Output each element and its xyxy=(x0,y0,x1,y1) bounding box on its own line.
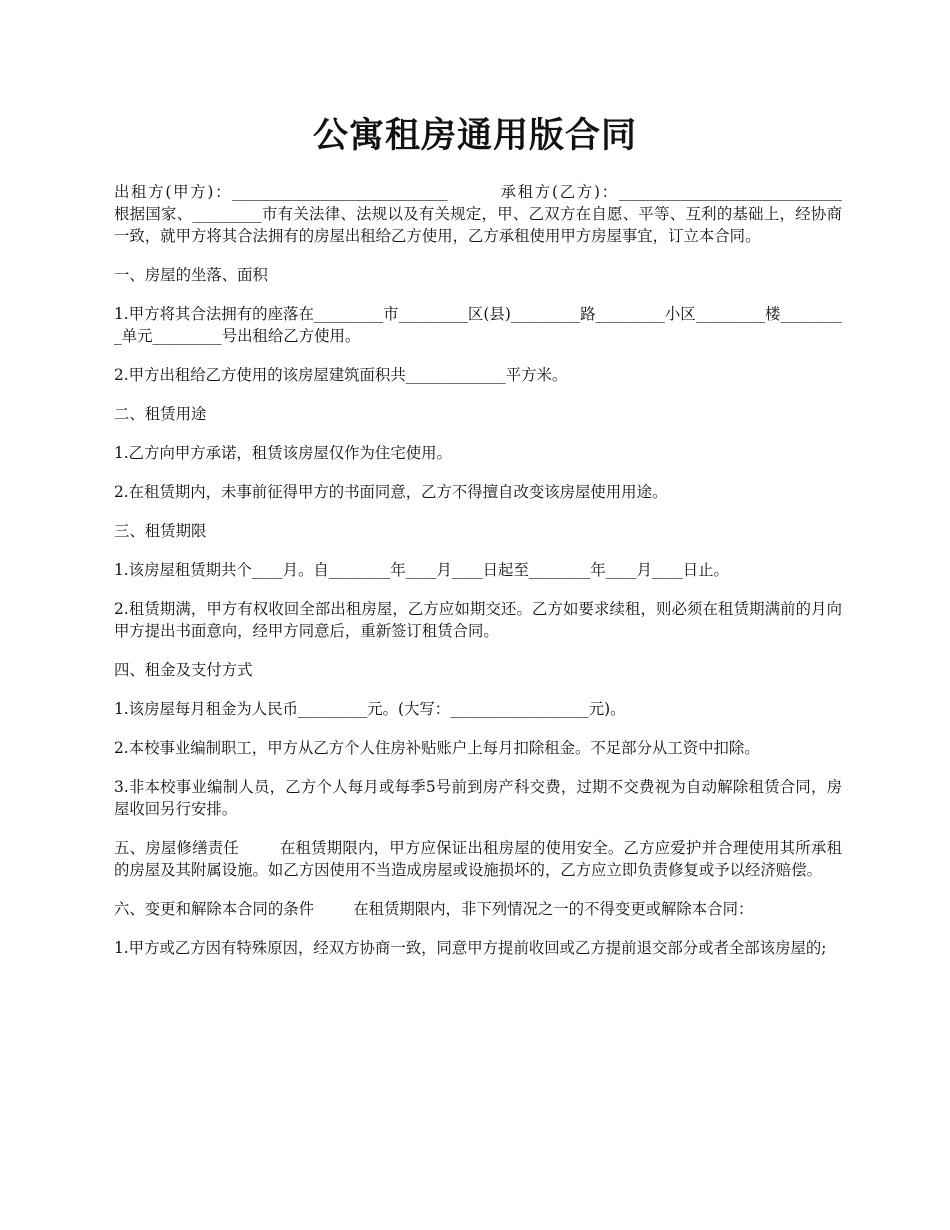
clause-4-3: 3.非本校事业编制人员，乙方个人每月或每季5号前到房产科交费，过期不交费视为自动解除租赁合同，房屋收回另行安排。 xyxy=(114,778,842,818)
document-title: 公寓租房通用版合同 xyxy=(312,116,637,156)
clause-6-1: 1.甲方或乙方因有特殊原因，经双方协商一致，同意甲方提前收回或乙方提前退交部分或者全部该房屋的; xyxy=(114,939,827,957)
clause-4-2: 2.本校事业编制职工，甲方从乙方个人住房补贴账户上每月扣除租金。不足部分从工资中扣除。 xyxy=(114,739,760,757)
clause-4-1: 1.该房屋每月租金为人民币_________元。(大写：__________________元)。 xyxy=(114,700,626,718)
clause-3-2: 2.租赁期满，甲方有权收回全部出租房屋，乙方应如期交还。乙方如要求续租，则必须在租赁期满前的月向甲方提出书面意向，经甲方同意后，重新签订租赁合同。 xyxy=(114,600,842,640)
section-change-termination: 六、变更和解除本合同的条件 在租赁期限内，非下列情况之一的不得变更或解除本合同： xyxy=(114,900,754,918)
clause-3-1: 1.该房屋租赁期共个____月。自________年____月____日起至________年____月____日止。 xyxy=(114,561,729,579)
clause-1-2: 2.甲方出租给乙方使用的该房屋建筑面积共_____________平方米。 xyxy=(114,366,568,384)
section-heading-rent-payment: 四、租金及支付方式 xyxy=(114,661,253,679)
clause-1-1: 1.甲方将其合法拥有的座落在_________市_________区(县)_________路_________小区_________楼_________单元_________号出租给乙方使用。 xyxy=(114,305,842,345)
document-body xyxy=(114,181,882,976)
clause-2-1: 1.乙方向甲方承诺，租赁该房屋仅作为住宅使用。 xyxy=(114,444,452,462)
section-heading-location-area: 一、房屋的坐落、面积 xyxy=(114,266,268,284)
clause-2-2: 2.在租赁期内，未事前征得甲方的书面同意，乙方不得擅自改变该房屋使用用途。 xyxy=(114,483,668,501)
section-repair-responsibility: 五、房屋修缮责任 在租赁期限内，甲方应保证出租房屋的使用安全。乙方应爱护并合理使用其所承租的房屋及其附属设施。如乙方因使用不当造成房屋或设施损坏的，乙方应立即负责修复或予以经济赔偿。 xyxy=(114,839,842,879)
section-heading-usage: 二、租赁用途 xyxy=(114,405,207,423)
preamble-paragraph: 出租方(甲方)：____________________________ 承租方(乙方)：_____________________________ 根据国家、_________市有关法律、法规以及有关规定，甲、乙双方在自愿、平等、互利的基础上，经协商一致，就甲方将其合法拥有的房屋出租给乙方使用，乙方承租使用甲方房屋事宜，订立本合同。 xyxy=(114,183,882,245)
section-heading-term: 三、租赁期限 xyxy=(114,522,207,540)
